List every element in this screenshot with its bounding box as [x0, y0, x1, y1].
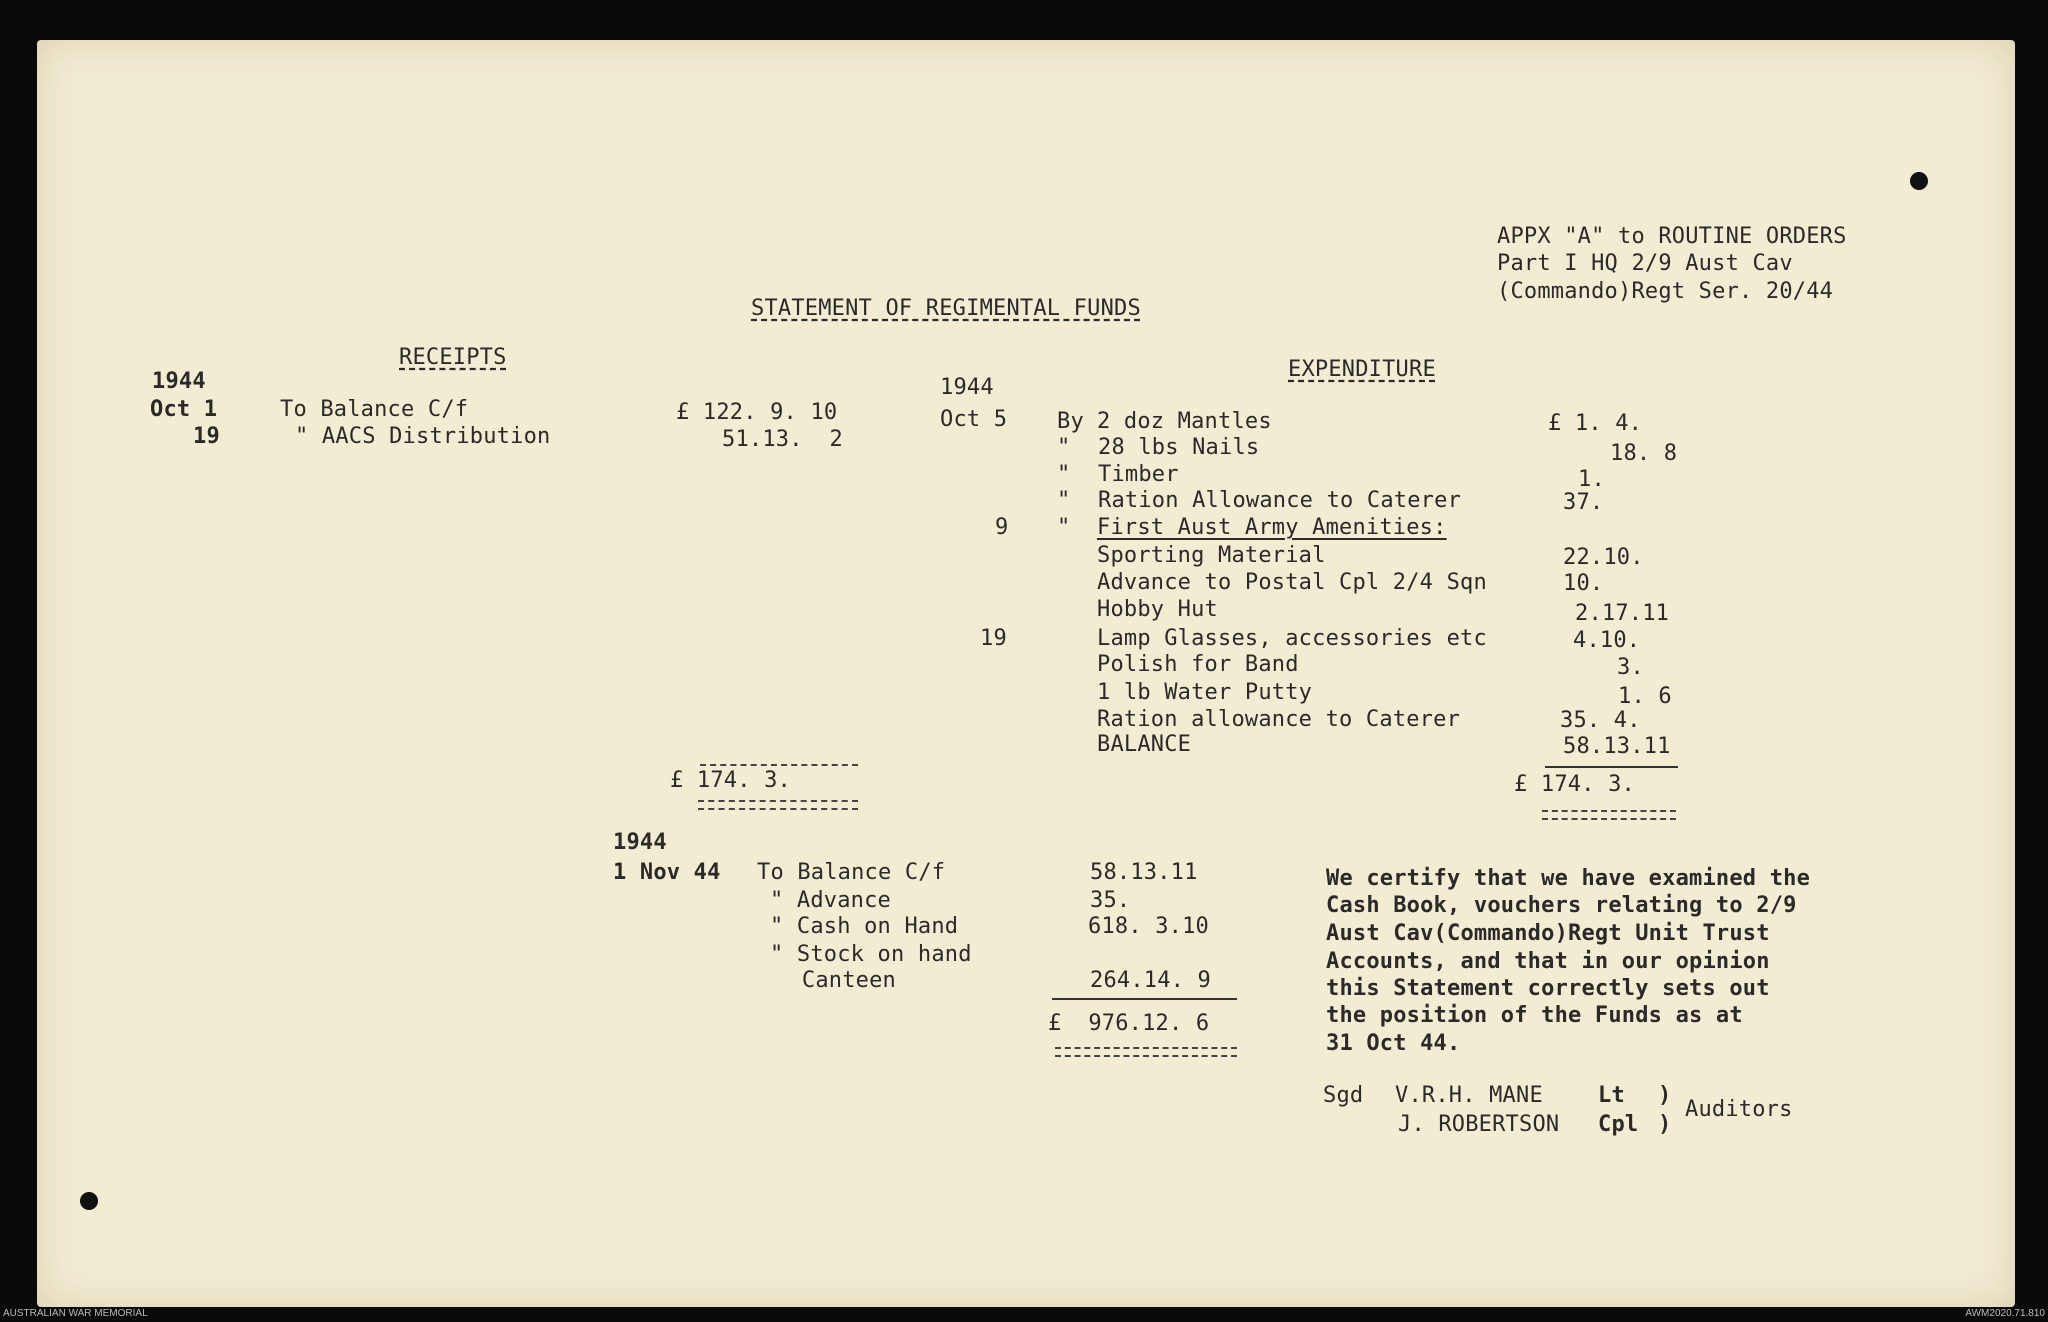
expenditure-amount: 58.13.11: [1563, 734, 1671, 759]
certification-line: this Statement correctly sets out: [1326, 976, 1770, 1001]
receipt-date: 19: [193, 424, 220, 449]
certification-line: the position of the Funds as at: [1326, 1003, 1743, 1028]
certification-line: We certify that we have examined the: [1326, 866, 1811, 891]
certification-line: 31 Oct 44.: [1326, 1031, 1461, 1056]
page-title: STATEMENT OF REGIMENTAL FUNDS: [751, 296, 1141, 321]
expenditure-desc: 2 doz Mantles: [1097, 409, 1272, 434]
expenditure-total-rule: [1545, 766, 1678, 768]
expenditure-total-double-rule: [1542, 810, 1676, 820]
expenditure-mark: ": [1057, 515, 1071, 540]
header-line-1: APPX "A" to ROUTINE ORDERS: [1497, 224, 1847, 249]
expenditure-desc: Ration allowance to Caterer: [1097, 707, 1461, 732]
expenditure-date: 19: [980, 626, 1007, 651]
auditor-rank: Cpl: [1598, 1112, 1639, 1137]
november-date: 1 Nov 44: [613, 860, 721, 885]
november-total-rule: [1052, 998, 1237, 1000]
receipts-total: £ 174. 3.: [670, 768, 792, 793]
expenditure-desc: Lamp Glasses, accessories etc: [1097, 626, 1487, 651]
receipts-year: 1944: [152, 369, 206, 394]
receipt-amount: 51.13. 2: [722, 427, 844, 452]
auditor-rank: Lt: [1598, 1083, 1625, 1108]
expenditure-amount: 10.: [1563, 571, 1604, 596]
expenditure-desc: Polish for Band: [1097, 652, 1299, 677]
receipts-heading: RECEIPTS: [399, 345, 507, 370]
expenditure-mark: ": [1057, 488, 1071, 513]
expenditure-amount: 22.10.: [1563, 545, 1644, 570]
november-amount: 58.13.11: [1090, 860, 1198, 885]
expenditure-heading: EXPENDITURE: [1288, 357, 1436, 382]
november-total-double-rule: [1055, 1047, 1237, 1057]
expenditure-desc: First Aust Army Amenities:: [1097, 515, 1447, 540]
expenditure-total: £ 174. 3.: [1514, 772, 1636, 797]
expenditure-desc: Hobby Hut: [1097, 597, 1219, 622]
certification-line: Aust Cav(Commando)Regt Unit Trust: [1326, 921, 1770, 946]
receipts-total-rule: [700, 764, 858, 766]
auditor-name: V.R.H. MANE: [1395, 1083, 1543, 1108]
november-amount: 618. 3.10: [1088, 914, 1210, 939]
expenditure-amount: 35. 4.: [1560, 708, 1641, 733]
expenditure-date: Oct 5: [940, 407, 1008, 432]
expenditure-desc: Sporting Material: [1097, 543, 1326, 568]
expenditure-desc: Timber: [1098, 462, 1179, 487]
expenditure-amount: 4.10.: [1573, 628, 1641, 653]
bracket: ): [1658, 1112, 1672, 1137]
footer-archive: AUSTRALIAN WAR MEMORIAL: [3, 1308, 148, 1319]
receipt-desc: " AACS Distribution: [295, 424, 551, 449]
expenditure-desc: Ration Allowance to Caterer: [1098, 488, 1462, 513]
expenditure-amount: £ 1. 4.: [1548, 411, 1643, 436]
expenditure-amount: 1.: [1578, 467, 1605, 492]
expenditure-amount: 1. 6: [1618, 684, 1672, 709]
certification-line: Cash Book, vouchers relating to 2/9: [1326, 893, 1797, 918]
expenditure-year: 1944: [940, 375, 994, 400]
receipt-desc: To Balance C/f: [280, 397, 469, 422]
november-amount: 264.14. 9: [1090, 968, 1212, 993]
november-amount: 35.: [1090, 888, 1131, 913]
expenditure-desc: BALANCE: [1097, 732, 1192, 757]
november-year: 1944: [613, 830, 667, 855]
receipts-total-double-rule: [698, 800, 858, 810]
expenditure-mark: By: [1057, 409, 1084, 434]
expenditure-desc: 28 lbs Nails: [1098, 435, 1260, 460]
expenditure-amount: 37.: [1563, 490, 1604, 515]
expenditure-date: 9: [995, 515, 1009, 540]
expenditure-amount: 2.17.11: [1575, 601, 1670, 626]
punch-hole-bottom-left: [80, 1192, 98, 1210]
expenditure-mark: ": [1057, 435, 1071, 460]
expenditure-mark: ": [1057, 462, 1071, 487]
expenditure-desc: Advance to Postal Cpl 2/4 Sqn: [1097, 570, 1487, 595]
november-desc: " Advance: [770, 888, 892, 913]
expenditure-amount: 18. 8: [1610, 441, 1678, 466]
november-desc: " Stock on hand: [770, 942, 972, 967]
auditors-label: Auditors: [1685, 1097, 1793, 1122]
bracket: ): [1658, 1083, 1672, 1108]
expenditure-amount: 3.: [1617, 655, 1644, 680]
header-line-3: (Commando)Regt Ser. 20/44: [1497, 279, 1834, 304]
receipt-amount: £ 122. 9. 10: [676, 400, 838, 425]
sgd-label: Sgd: [1323, 1083, 1364, 1108]
november-desc: Canteen: [775, 968, 897, 993]
footer-accession: AWM2020.71.810: [1965, 1308, 2045, 1319]
header-line-2: Part I HQ 2/9 Aust Cav: [1497, 251, 1793, 276]
receipt-date: Oct 1: [150, 397, 218, 422]
expenditure-desc: 1 lb Water Putty: [1097, 680, 1313, 705]
november-desc: " Cash on Hand: [770, 914, 959, 939]
auditor-name: J. ROBERTSON: [1398, 1112, 1560, 1137]
november-desc: To Balance C/f: [757, 860, 946, 885]
november-total: £ 976.12. 6: [1048, 1011, 1210, 1036]
punch-hole-top-right: [1910, 172, 1928, 190]
certification-line: Accounts, and that in our opinion: [1326, 949, 1770, 974]
